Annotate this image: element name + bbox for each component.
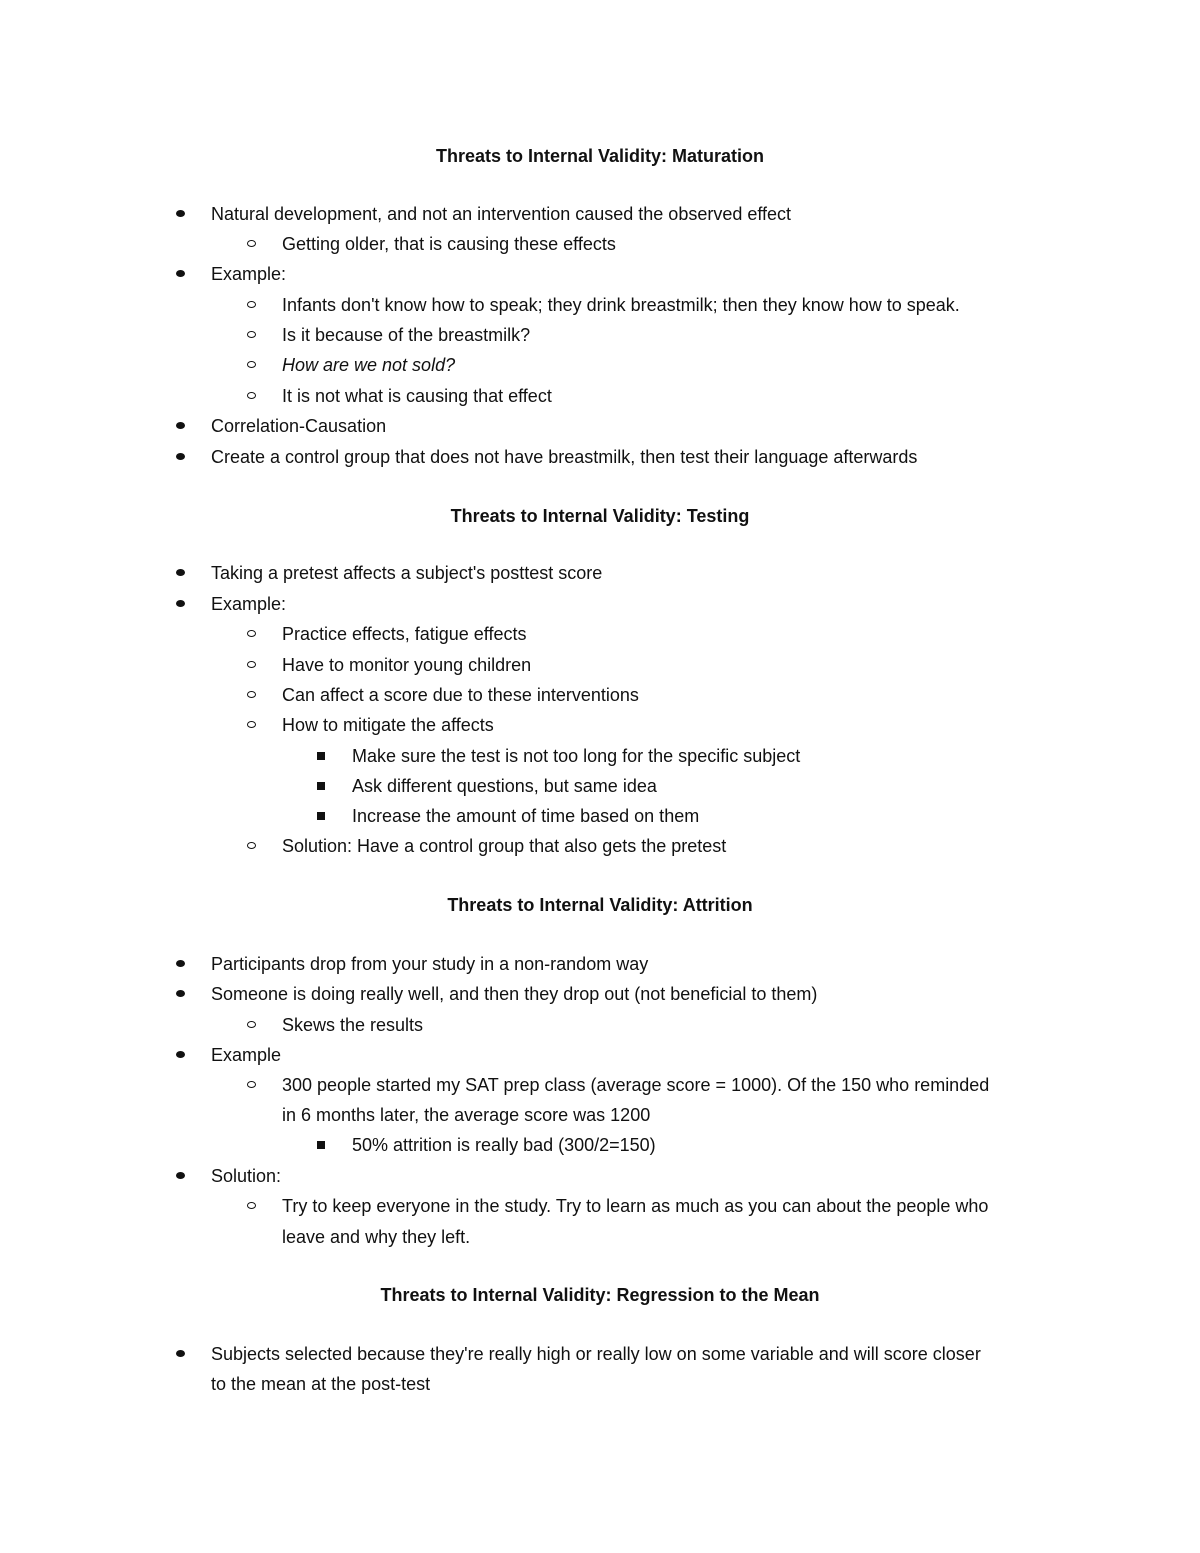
- sub-bullet-item: Practice effects, fatigue effects: [282, 619, 526, 650]
- hollow-bullet-icon: [247, 301, 256, 308]
- hollow-bullet-icon: [247, 721, 256, 728]
- sub-bullet-item: Solution: Have a control group that also gets the pretest: [282, 831, 726, 862]
- sub-sub-bullet-item: Increase the amount of time based on them: [352, 801, 699, 832]
- sub-sub-bullet-item: Ask different questions, but same idea: [352, 771, 657, 802]
- bullet-item: Example:: [211, 589, 286, 620]
- hollow-bullet-icon: [247, 661, 256, 668]
- square-bullet-icon: [317, 812, 325, 820]
- sub-bullet-item: Try to keep everyone in the study. Try to learn as much as you can about the people who: [282, 1191, 988, 1222]
- hollow-bullet-icon: [247, 331, 256, 338]
- sub-bullet-item: Can affect a score due to these interventions: [282, 680, 639, 711]
- filled-bullet-icon: [176, 600, 185, 607]
- sub-sub-bullet-item: Make sure the test is not too long for the specific subject: [352, 741, 800, 772]
- filled-bullet-icon: [176, 990, 185, 997]
- sub-bullet-item: Is it because of the breastmilk?: [282, 320, 530, 351]
- hollow-bullet-icon: [247, 392, 256, 399]
- section-heading-maturation: Threats to Internal Validity: Maturation: [435, 146, 765, 166]
- sub-bullet-item: How to mitigate the affects: [282, 710, 494, 741]
- filled-bullet-icon: [176, 422, 185, 429]
- bullet-item: Taking a pretest affects a subject's posttest score: [211, 558, 602, 589]
- bullet-item: Someone is doing really well, and then they drop out (not beneficial to them): [211, 979, 817, 1010]
- sub-bullet-item: Have to monitor young children: [282, 650, 531, 681]
- filled-bullet-icon: [176, 453, 185, 460]
- hollow-bullet-icon: [247, 1021, 256, 1028]
- square-bullet-icon: [317, 782, 325, 790]
- sub-bullet-continuation: in 6 months later, the average score was 1200: [282, 1105, 651, 1125]
- hollow-bullet-icon: [247, 1202, 256, 1209]
- bullet-item: Solution:: [211, 1161, 281, 1192]
- square-bullet-icon: [317, 1141, 325, 1149]
- filled-bullet-icon: [176, 210, 185, 217]
- hollow-bullet-icon: [247, 240, 256, 247]
- bullet-item: Participants drop from your study in a non-random way: [211, 949, 648, 980]
- filled-bullet-icon: [176, 569, 185, 576]
- sub-bullet-continuation: leave and why they left.: [282, 1227, 471, 1247]
- filled-bullet-icon: [176, 1172, 185, 1179]
- sub-bullet-item: Getting older, that is causing these effects: [282, 229, 616, 260]
- sub-bullet-item: Infants don't know how to speak; they drink breastmilk; then they know how to speak.: [282, 290, 960, 321]
- section-heading-testing: Threats to Internal Validity: Testing: [450, 506, 750, 526]
- hollow-bullet-icon: [247, 691, 256, 698]
- bullet-item: Natural development, and not an intervention caused the observed effect: [211, 199, 791, 230]
- sub-sub-bullet-item: 50% attrition is really bad (300/2=150): [352, 1130, 656, 1161]
- filled-bullet-icon: [176, 270, 185, 277]
- bullet-item: Correlation-Causation: [211, 411, 386, 442]
- filled-bullet-icon: [176, 960, 185, 967]
- sub-bullet-item: It is not what is causing that effect: [282, 381, 552, 412]
- filled-bullet-icon: [176, 1051, 185, 1058]
- bullet-item: Example:: [211, 259, 286, 290]
- bullet-item: Example: [211, 1040, 281, 1071]
- sub-bullet-item: How are we not sold?: [282, 350, 455, 381]
- hollow-bullet-icon: [247, 361, 256, 368]
- filled-bullet-icon: [176, 1350, 185, 1357]
- hollow-bullet-icon: [247, 1081, 256, 1088]
- hollow-bullet-icon: [247, 842, 256, 849]
- bullet-item: Create a control group that does not have breastmilk, then test their language afterwards: [211, 442, 917, 473]
- section-heading-regression: Threats to Internal Validity: Regression to the Mean: [380, 1285, 820, 1305]
- hollow-bullet-icon: [247, 630, 256, 637]
- sub-bullet-item: Skews the results: [282, 1010, 423, 1041]
- square-bullet-icon: [317, 752, 325, 760]
- bullet-item: Subjects selected because they're really high or really low on some variable and will score closer: [211, 1339, 981, 1370]
- sub-bullet-item: 300 people started my SAT prep class (average score = 1000). Of the 150 who reminded: [282, 1070, 989, 1101]
- section-heading-attrition: Threats to Internal Validity: Attrition: [447, 895, 753, 915]
- bullet-continuation: to the mean at the post-test: [211, 1374, 431, 1394]
